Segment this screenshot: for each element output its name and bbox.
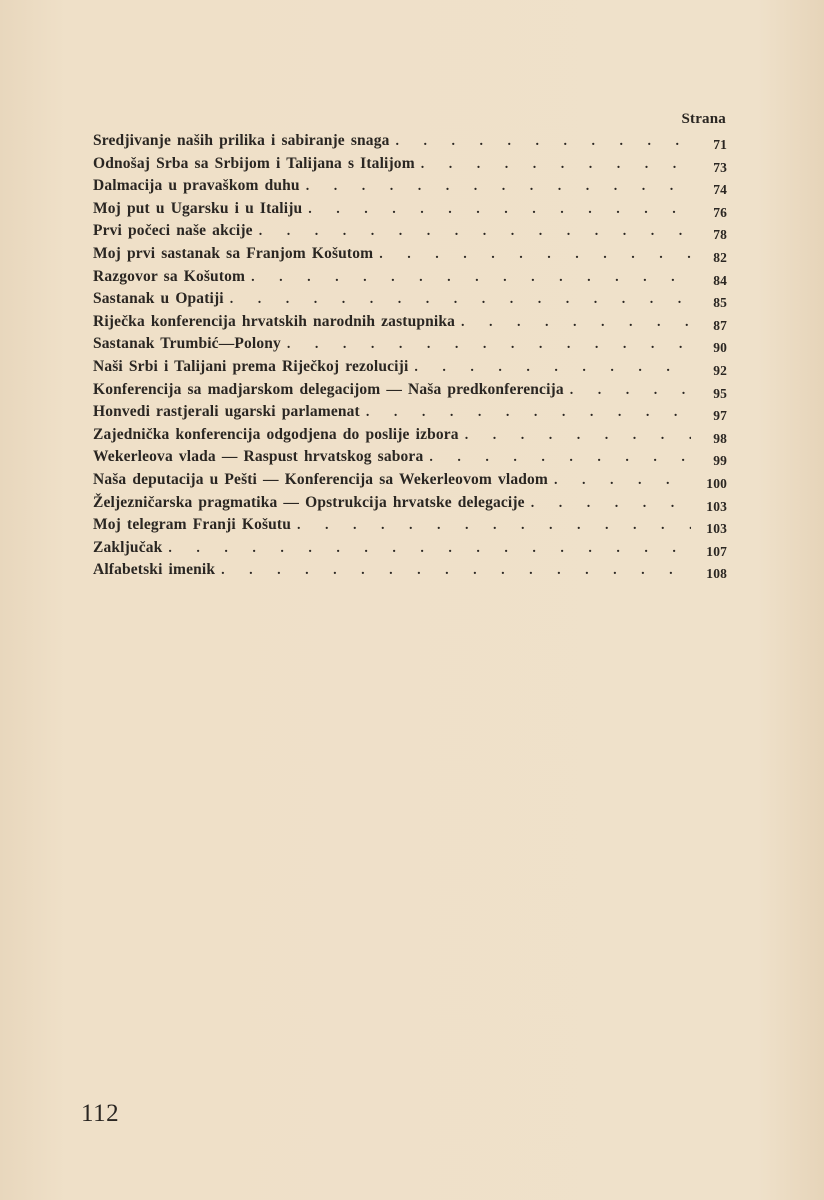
toc-entry <box>93 446 727 469</box>
toc-entry <box>93 220 727 243</box>
toc-entry-title: Razgovor sa Košutom <box>93 267 246 285</box>
dot-leader <box>251 267 691 290</box>
toc-entry <box>93 311 727 334</box>
toc-entry <box>93 266 727 289</box>
dot-leader <box>461 312 691 335</box>
dot-leader <box>429 447 691 470</box>
toc-entry-page: 90 <box>713 340 727 356</box>
toc-entry <box>93 356 727 379</box>
toc-entry <box>93 153 727 176</box>
toc-entry <box>93 379 727 402</box>
toc-entry-page: 100 <box>706 475 727 491</box>
dot-leader <box>306 176 691 199</box>
toc-entry <box>93 424 727 447</box>
page-number: 112 <box>81 1100 120 1127</box>
toc-entry <box>93 469 727 492</box>
toc-entry-page: 99 <box>713 453 727 469</box>
toc-entry-page: 108 <box>706 566 727 582</box>
dot-leader <box>287 334 691 357</box>
dot-leader <box>421 154 691 177</box>
toc-entry-title: Alfabetski imenik <box>93 561 216 579</box>
page-column-header: Strana <box>681 111 726 127</box>
toc-entry-title: Moj prvi sastanak sa Franjom Košutom <box>93 244 374 262</box>
toc-entry <box>93 175 727 198</box>
toc-entry-page: 82 <box>713 249 727 265</box>
toc-entry-title: Prvi počeci naše akcije <box>93 222 253 240</box>
dot-leader <box>259 221 691 244</box>
toc-entry <box>93 198 727 221</box>
toc-entry-title: Wekerleova vlada — Raspust hrvatskog sabora <box>93 448 424 466</box>
toc-entry-page: 87 <box>713 317 727 333</box>
toc-entry-page: 103 <box>706 521 727 537</box>
dot-leader <box>308 199 691 222</box>
toc-entry-page: 76 <box>713 204 727 220</box>
dot-leader <box>554 470 691 493</box>
toc-entry-page: 84 <box>713 272 727 288</box>
toc-entry-title: Honvedi rastjerali ugarski parlamenat <box>93 403 360 421</box>
toc-entry-title: Naša deputacija u Pešti — Konferencija sa Wekerleovom vladom <box>93 470 548 488</box>
toc-entry <box>93 243 727 266</box>
toc-entry-page: 95 <box>713 385 727 401</box>
toc-entry-page: 71 <box>713 137 727 152</box>
dot-leader <box>414 357 691 380</box>
dot-leader <box>221 560 691 583</box>
dot-leader <box>366 402 691 425</box>
dot-leader <box>570 380 691 403</box>
toc-entry-title: Dalmacija u pravaškom duhu <box>93 177 300 195</box>
toc-entry-title: Naši Srbi i Talijani prema Riječkoj rezoluciji <box>93 357 409 375</box>
toc-entry <box>93 401 727 424</box>
toc-entry-title: Odnošaj Srba sa Srbijom i Talijana s Italijom <box>93 154 415 172</box>
toc-entry-title: Zajednička konferencija odgodjena do poslije izbora <box>93 425 459 443</box>
toc-entry-page: 73 <box>713 159 727 175</box>
dot-leader <box>297 515 691 538</box>
toc-entry-page: 74 <box>713 182 727 198</box>
toc-entry-title: Sastanak u Opatiji <box>93 290 224 308</box>
toc-entry-page: 92 <box>713 362 727 378</box>
toc-entry-title: Moj put u Ugarsku i u Italiju <box>93 199 303 217</box>
toc-entry <box>93 514 727 537</box>
toc-entry <box>93 559 727 582</box>
dot-leader <box>230 289 691 312</box>
toc-entry-page: 98 <box>713 430 727 446</box>
toc-entry-page: 103 <box>706 498 727 514</box>
toc-entry-page: 97 <box>713 408 727 424</box>
table-of-contents <box>93 130 727 582</box>
toc-entry-title: Riječka konferencija hrvatskih narodnih zastupnika <box>93 312 456 330</box>
dot-leader <box>465 425 691 448</box>
dot-leader <box>396 131 691 154</box>
toc-entry-page: 78 <box>713 227 727 243</box>
toc-entry-title: Željezničarska pragmatika — Opstrukcija hrvatske delegacije <box>93 493 525 511</box>
toc-entry <box>93 537 727 560</box>
toc-entry <box>93 130 727 153</box>
toc-entry <box>93 288 727 311</box>
dot-leader <box>531 493 691 516</box>
toc-entry <box>93 333 727 356</box>
dot-leader <box>379 244 691 267</box>
dot-leader <box>168 538 691 561</box>
toc-entry-title: Moj telegram Franji Košutu <box>93 516 292 534</box>
toc-entry-page: 107 <box>706 543 727 559</box>
toc-entry <box>93 492 727 515</box>
toc-entry-title: Sastanak Trumbić—Polony <box>93 335 281 353</box>
toc-entry-title: Konferencija sa madjarskom delegacijom — Naša predkonferencija <box>93 380 564 398</box>
toc-entry-page: 85 <box>713 295 727 311</box>
toc-entry-title: Zaključak <box>93 538 163 556</box>
toc-entry-title: Sredjivanje naših prilika i sabiranje snaga <box>93 132 390 149</box>
